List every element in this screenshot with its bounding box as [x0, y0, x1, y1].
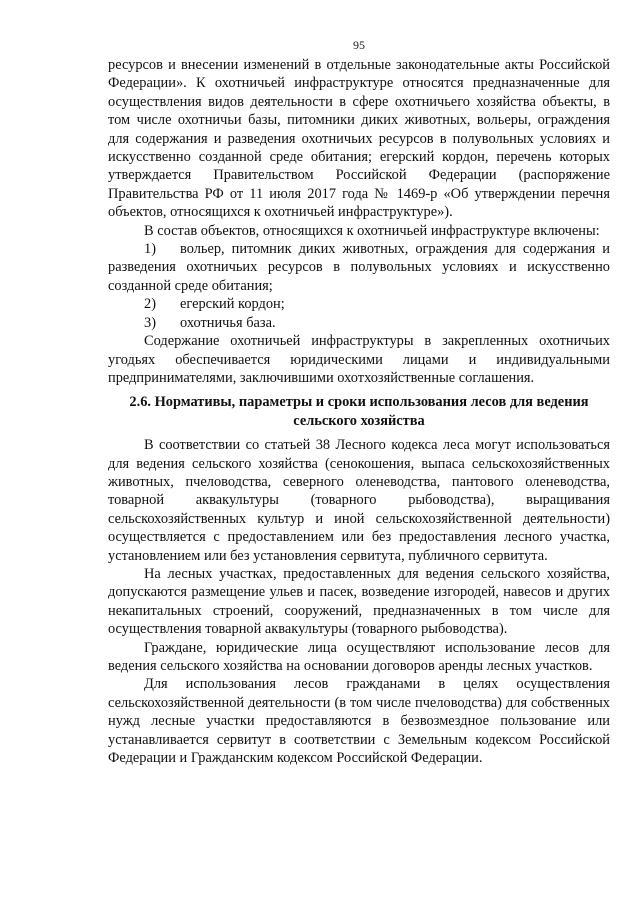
- list-number: 3): [144, 314, 156, 331]
- list-item-text: охотничья база.: [180, 314, 276, 331]
- document-page: [108, 38, 610, 767]
- list-item-2: [108, 295, 610, 313]
- list-item-text: вольер, питомник диких животных, ограждения для содержания и разведения охотничьих ресурсов в полувольных условиях и искусственно созданной среде обитания;: [108, 241, 610, 294]
- paragraph-continuation: ресурсов и внесении изменений в отдельные законодательные акты Российской Федерации». К охотничьей инфраструктуре относятся предназначенные для осуществления видов деятельности в сфере охотничьего хозяйства объекты, в том числе охотничьи базы, питомники диких животных, вольеры, ограждения для содержания и разведения охотничьих ресурсов в полувольных условиях и искусственно созданной среде обитания; егерский кордон, перечень которых утверждается Правительством Российской Федерации (распоряжение Правительства РФ от 11 июля 2017 года № 1469-р «Об утверждении перечня объектов, относящихся к охотничьей инфраструктуре»).: [108, 57, 610, 221]
- section-heading: 2.6. Нормативы, параметры и сроки использования лесов для ведения сельского хозяйства: [129, 394, 589, 429]
- paragraph-free-use: Для использования лесов гражданами в целях осуществления сельскохозяйственной деятельности (в том числе пчеловодства) для собственных нужд лесные участки предоставляются в безвозмездное пользование или устанавливается сервитут в соответствии с Земельным кодексом Российской Федерации и Гражданским кодексом Российской Федерации.: [108, 676, 610, 767]
- list-item-1: [108, 240, 610, 295]
- list-number: 1): [144, 241, 156, 258]
- paragraph-lease: Граждане, юридические лица осуществляют использование лесов для ведения сельского хозяйства на основании договоров аренды лесных участков.: [108, 639, 610, 674]
- paragraph-article-38: В соответствии со статьей 38 Лесного кодекса леса могут использоваться для ведения сельского хозяйства (сенокошения, выпаса сельскохозяйственных животных, пчеловодства, северного оленеводства, пантового оленеводства, товарной аквакультуры (товарного рыбоводства), выращивания сельскохозяйственных культур и иной сельскохозяйственной деятельности) осуществляется с предоставлением или без предоставления лесного участка, установлением или без установления сервитута, публичного сервитута.: [108, 437, 610, 564]
- paragraph-infrastructure-maintenance: Содержание охотничьей инфраструктуры в закрепленных охотничьих угодьях обеспечивается юридическими лицами и индивидуальными предпринимателями, заключившими охотхозяйственные соглашения.: [108, 333, 610, 386]
- list-number: 2): [144, 296, 156, 313]
- paragraph-infrastructure-intro: В состав объектов, относящихся к охотничьей инфраструктуре включены:: [144, 222, 600, 239]
- list-item-3: [108, 314, 610, 332]
- paragraph-forest-plots: На лесных участках, предоставленных для ведения сельского хозяйства, допускаются размещение ульев и пасек, возведение изгородей, навесов и других некапитальных строений, сооружений, предназначенных в том числе для осуществления товарной аквакультуры (товарного рыбоводства).: [108, 565, 610, 638]
- list-item-text: егерский кордон;: [180, 296, 285, 313]
- page-number: 95: [353, 38, 365, 52]
